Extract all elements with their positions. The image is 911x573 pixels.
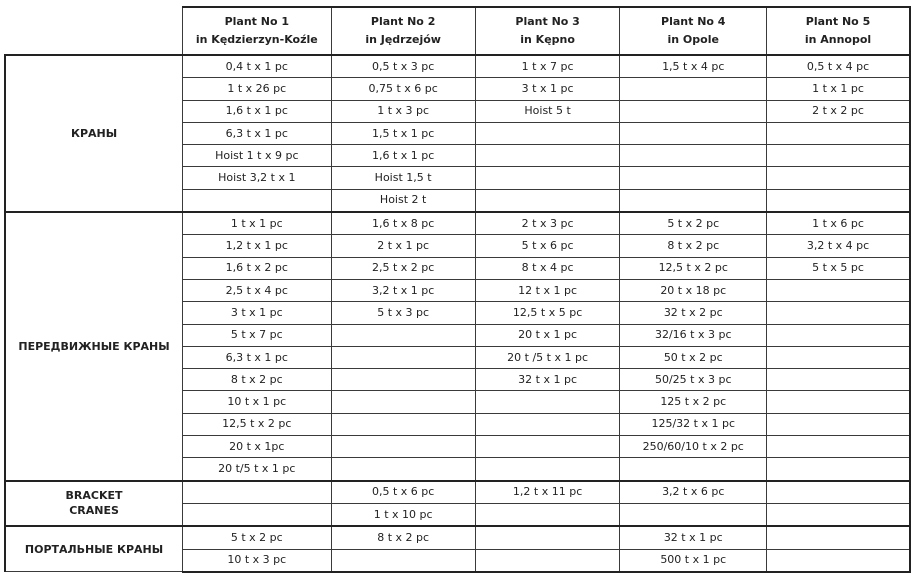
capacity-cell	[475, 413, 620, 435]
capacity-cell	[475, 526, 620, 549]
capacity-cell: 32/16 t x 3 pc	[620, 324, 767, 346]
crane-inventory-table	[4, 6, 911, 573]
capacity-cell: 6,3 t x 1 pc	[183, 122, 331, 144]
table-row	[5, 481, 910, 504]
capacity-cell: Hoist 1 t x 9 pc	[183, 145, 331, 167]
capacity-cell	[767, 346, 910, 368]
capacity-cell: 0,75 t x 6 pc	[331, 78, 475, 100]
capacity-cell: 5 t x 5 pc	[767, 257, 910, 279]
capacity-cell: 5 t x 2 pc	[620, 212, 767, 235]
capacity-cell	[620, 122, 767, 144]
capacity-cell: 1 t x 3 pc	[331, 100, 475, 122]
capacity-cell	[620, 167, 767, 189]
capacity-cell: 1 t x 7 pc	[475, 55, 620, 78]
capacity-cell	[767, 145, 910, 167]
category-label: ПЕРЕДВИЖНЫЕ КРАНЫ	[5, 212, 183, 481]
plant-header: Plant No 4 in Opole	[620, 7, 767, 55]
capacity-cell: 5 t x 6 pc	[475, 235, 620, 257]
corner-cell	[5, 7, 183, 55]
capacity-cell: 20 t /5 t x 1 pc	[475, 346, 620, 368]
capacity-cell	[767, 481, 910, 504]
capacity-cell	[331, 413, 475, 435]
capacity-cell	[183, 189, 331, 212]
capacity-cell: 20 t/5 t x 1 pc	[183, 458, 331, 481]
capacity-cell: 50 t x 2 pc	[620, 346, 767, 368]
plant-header: Plant No 2 in Jędrzejów	[331, 7, 475, 55]
capacity-cell: 0,5 t x 4 pc	[767, 55, 910, 78]
capacity-cell	[767, 436, 910, 458]
capacity-cell	[767, 122, 910, 144]
capacity-cell	[475, 189, 620, 212]
capacity-cell: 3 t x 1 pc	[183, 302, 331, 324]
capacity-cell: 32 t x 2 pc	[620, 302, 767, 324]
capacity-cell: 5 t x 2 pc	[183, 526, 331, 549]
capacity-cell: 12,5 t x 2 pc	[183, 413, 331, 435]
header-row	[5, 7, 910, 55]
capacity-cell: 3,2 t x 1 pc	[331, 279, 475, 301]
capacity-cell: 500 t x 1 pc	[620, 549, 767, 572]
capacity-cell: 2 t x 3 pc	[475, 212, 620, 235]
capacity-cell	[767, 458, 910, 481]
capacity-cell	[620, 189, 767, 212]
capacity-cell	[183, 481, 331, 504]
capacity-cell: 1 t x 10 pc	[331, 503, 475, 526]
capacity-cell: 3,2 t x 4 pc	[767, 235, 910, 257]
capacity-cell: 20 t x 1pc	[183, 436, 331, 458]
plant-header: Plant No 1 in Kędzierzyn-Koźle	[183, 7, 331, 55]
capacity-cell: 125 t x 2 pc	[620, 391, 767, 413]
capacity-cell: 12 t x 1 pc	[475, 279, 620, 301]
capacity-cell	[475, 167, 620, 189]
capacity-cell	[331, 549, 475, 572]
table-row	[5, 55, 910, 78]
capacity-cell: 1 t x 26 pc	[183, 78, 331, 100]
capacity-cell: 1,6 t x 8 pc	[331, 212, 475, 235]
table-row	[5, 526, 910, 549]
capacity-cell: 8 t x 2 pc	[183, 369, 331, 391]
capacity-cell: 20 t x 1 pc	[475, 324, 620, 346]
capacity-cell: 2,5 t x 2 pc	[331, 257, 475, 279]
table-body	[5, 55, 910, 572]
capacity-cell	[767, 189, 910, 212]
capacity-cell	[620, 145, 767, 167]
capacity-cell	[620, 458, 767, 481]
capacity-cell	[475, 549, 620, 572]
capacity-cell: 5 t x 3 pc	[331, 302, 475, 324]
capacity-cell: 6,3 t x 1 pc	[183, 346, 331, 368]
capacity-cell: 0,5 t x 6 pc	[331, 481, 475, 504]
capacity-cell	[331, 346, 475, 368]
capacity-cell: 8 t x 4 pc	[475, 257, 620, 279]
capacity-cell: 0,5 t x 3 pc	[331, 55, 475, 78]
capacity-cell	[331, 391, 475, 413]
category-label: BRACKET CRANES	[5, 481, 183, 527]
capacity-cell	[767, 503, 910, 526]
capacity-cell: Hoist 3,2 t x 1	[183, 167, 331, 189]
capacity-cell	[767, 279, 910, 301]
capacity-cell	[767, 413, 910, 435]
category-label: КРАНЫ	[5, 55, 183, 212]
capacity-cell	[475, 458, 620, 481]
capacity-cell	[475, 503, 620, 526]
capacity-cell: 1,2 t x 1 pc	[183, 235, 331, 257]
capacity-cell: 2 t x 2 pc	[767, 100, 910, 122]
capacity-cell	[331, 458, 475, 481]
capacity-cell: 0,4 t x 1 pc	[183, 55, 331, 78]
capacity-cell: 125/32 t x 1 pc	[620, 413, 767, 435]
capacity-cell: 1,6 t x 2 pc	[183, 257, 331, 279]
capacity-cell	[767, 324, 910, 346]
capacity-cell	[331, 436, 475, 458]
capacity-cell	[475, 122, 620, 144]
plant-header: Plant No 5 in Annopol	[767, 7, 910, 55]
plant-header: Plant No 3 in Kępno	[475, 7, 620, 55]
capacity-cell: 32 t x 1 pc	[620, 526, 767, 549]
capacity-cell: 1 t x 1 pc	[183, 212, 331, 235]
capacity-cell: 2,5 t x 4 pc	[183, 279, 331, 301]
capacity-cell: 1,5 t x 1 pc	[331, 122, 475, 144]
capacity-cell: 8 t x 2 pc	[620, 235, 767, 257]
capacity-cell	[767, 391, 910, 413]
capacity-cell	[767, 369, 910, 391]
capacity-cell: 250/60/10 t x 2 pc	[620, 436, 767, 458]
capacity-cell: 1,5 t x 4 pc	[620, 55, 767, 78]
capacity-cell: 10 t x 1 pc	[183, 391, 331, 413]
capacity-cell	[475, 145, 620, 167]
capacity-cell	[767, 526, 910, 549]
capacity-cell: Hoist 1,5 t	[331, 167, 475, 189]
capacity-cell: 1,6 t x 1 pc	[183, 100, 331, 122]
capacity-cell	[620, 503, 767, 526]
capacity-cell: 1,2 t x 11 pc	[475, 481, 620, 504]
capacity-cell: 20 t x 18 pc	[620, 279, 767, 301]
capacity-cell	[767, 167, 910, 189]
capacity-cell: Hoist 2 t	[331, 189, 475, 212]
capacity-cell	[767, 302, 910, 324]
capacity-cell: 3 t x 1 pc	[475, 78, 620, 100]
capacity-cell: 12,5 t x 5 pc	[475, 302, 620, 324]
capacity-cell	[475, 391, 620, 413]
capacity-cell: 32 t x 1 pc	[475, 369, 620, 391]
capacity-cell: 1,6 t x 1 pc	[331, 145, 475, 167]
capacity-cell: 8 t x 2 pc	[331, 526, 475, 549]
table-row	[5, 212, 910, 235]
capacity-cell	[183, 503, 331, 526]
capacity-cell	[620, 78, 767, 100]
capacity-cell: Hoist 5 t	[475, 100, 620, 122]
capacity-cell: 1 t x 1 pc	[767, 78, 910, 100]
capacity-cell	[620, 100, 767, 122]
capacity-cell: 5 t x 7 pc	[183, 324, 331, 346]
capacity-cell: 10 t x 3 pc	[183, 549, 331, 572]
category-label: ПОРТАЛЬНЫЕ КРАНЫ	[5, 526, 183, 572]
capacity-cell: 50/25 t x 3 pc	[620, 369, 767, 391]
capacity-cell: 2 t x 1 pc	[331, 235, 475, 257]
capacity-cell	[331, 369, 475, 391]
capacity-cell: 3,2 t x 6 pc	[620, 481, 767, 504]
capacity-cell: 12,5 t x 2 pc	[620, 257, 767, 279]
capacity-cell	[331, 324, 475, 346]
capacity-cell	[475, 436, 620, 458]
capacity-cell: 1 t x 6 pc	[767, 212, 910, 235]
capacity-cell	[767, 549, 910, 572]
